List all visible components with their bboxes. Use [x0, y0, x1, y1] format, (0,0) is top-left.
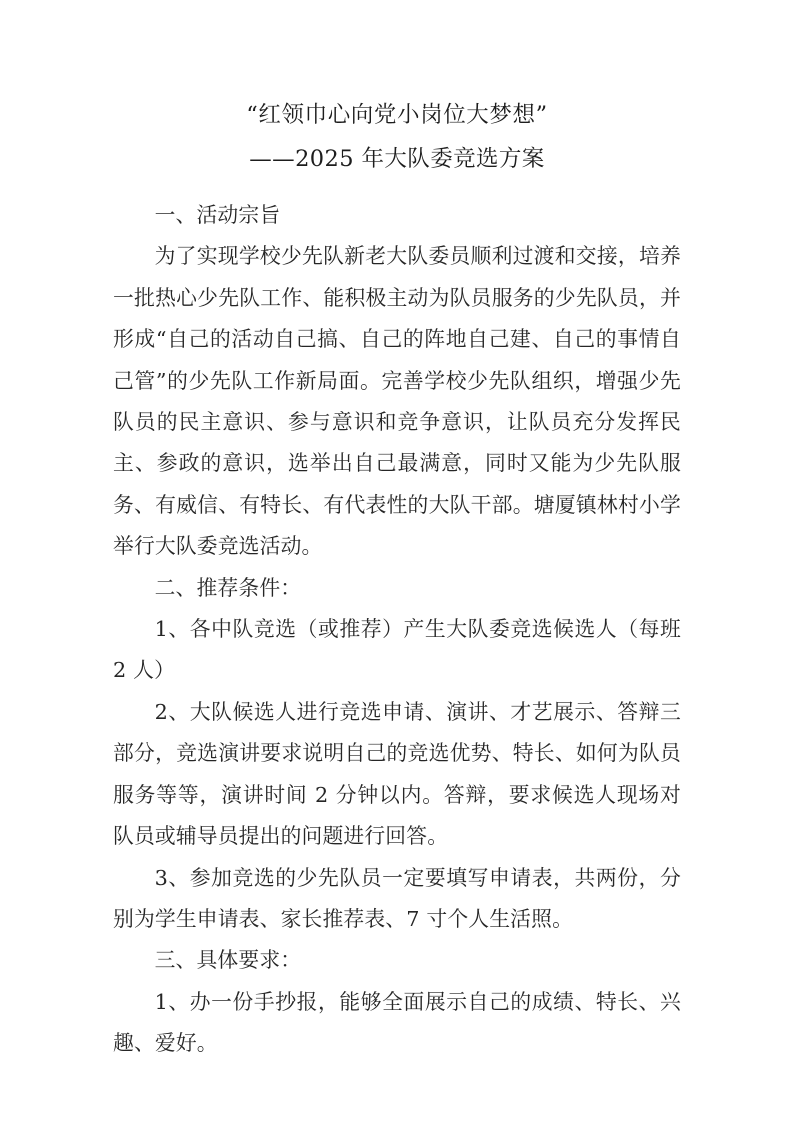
page-title: “红领巾心向党小岗位大梦想”: [246, 102, 548, 128]
section-heading-activity-purpose: 一、活动宗旨: [154, 203, 281, 227]
document-body: [113, 195, 681, 1065]
section-heading-specific-requirements: 三、具体要求：: [154, 948, 302, 973]
paragraph-activity-purpose-body: 为了实现学校少先队新老大队委员顺利过渡和交接，培养一批热心少先队工作、能积极主动为队员服务的少先队员，并形成“自己的活动自己搞、自己的阵地自己建、自己的事情自己管”的少先队工作新局面。完善学校少先队组织，增强少先队员的民主意识、参与意识和竞争意识，让队员充分发挥民主、参政的意识，选举出自己最满意，同时又能为少先队服务、有威信、有特长、有代表性的大队干部。塘厦镇林村小学举行大队委竞选活动。: [113, 244, 681, 559]
paragraph-criteria-item-2: 2、大队候选人进行竞选申请、演讲、才艺展示、答辩三部分，竞选演讲要求说明自己的竞选优势、特长、如何为队员服务等等，演讲时间 2 分钟以内。答辩，要求候选人现场对队员或辅导员提出的问题进行回答。: [113, 699, 681, 849]
section-heading-recommendation-criteria: 二、推荐条件：: [154, 575, 302, 600]
paragraph-criteria-item-1: 1、各中队竞选（或推荐）产生大队委竞选候选人（每班 2 人）: [113, 617, 681, 683]
paragraph-criteria-item-3: 3、参加竞选的少先队员一定要填写申请表，共两份，分别为学生申请表、家长推荐表、7 寸个人生活照。: [113, 865, 681, 931]
document-title-block: [113, 93, 681, 181]
page-subtitle: ——2025 年大队委竞选方案: [249, 146, 545, 172]
paragraph-requirements-item-1: 1、办一份手抄报，能够全面展示自己的成绩、特长、兴趣、爱好。: [113, 989, 681, 1056]
document-content: [113, 0, 681, 1065]
